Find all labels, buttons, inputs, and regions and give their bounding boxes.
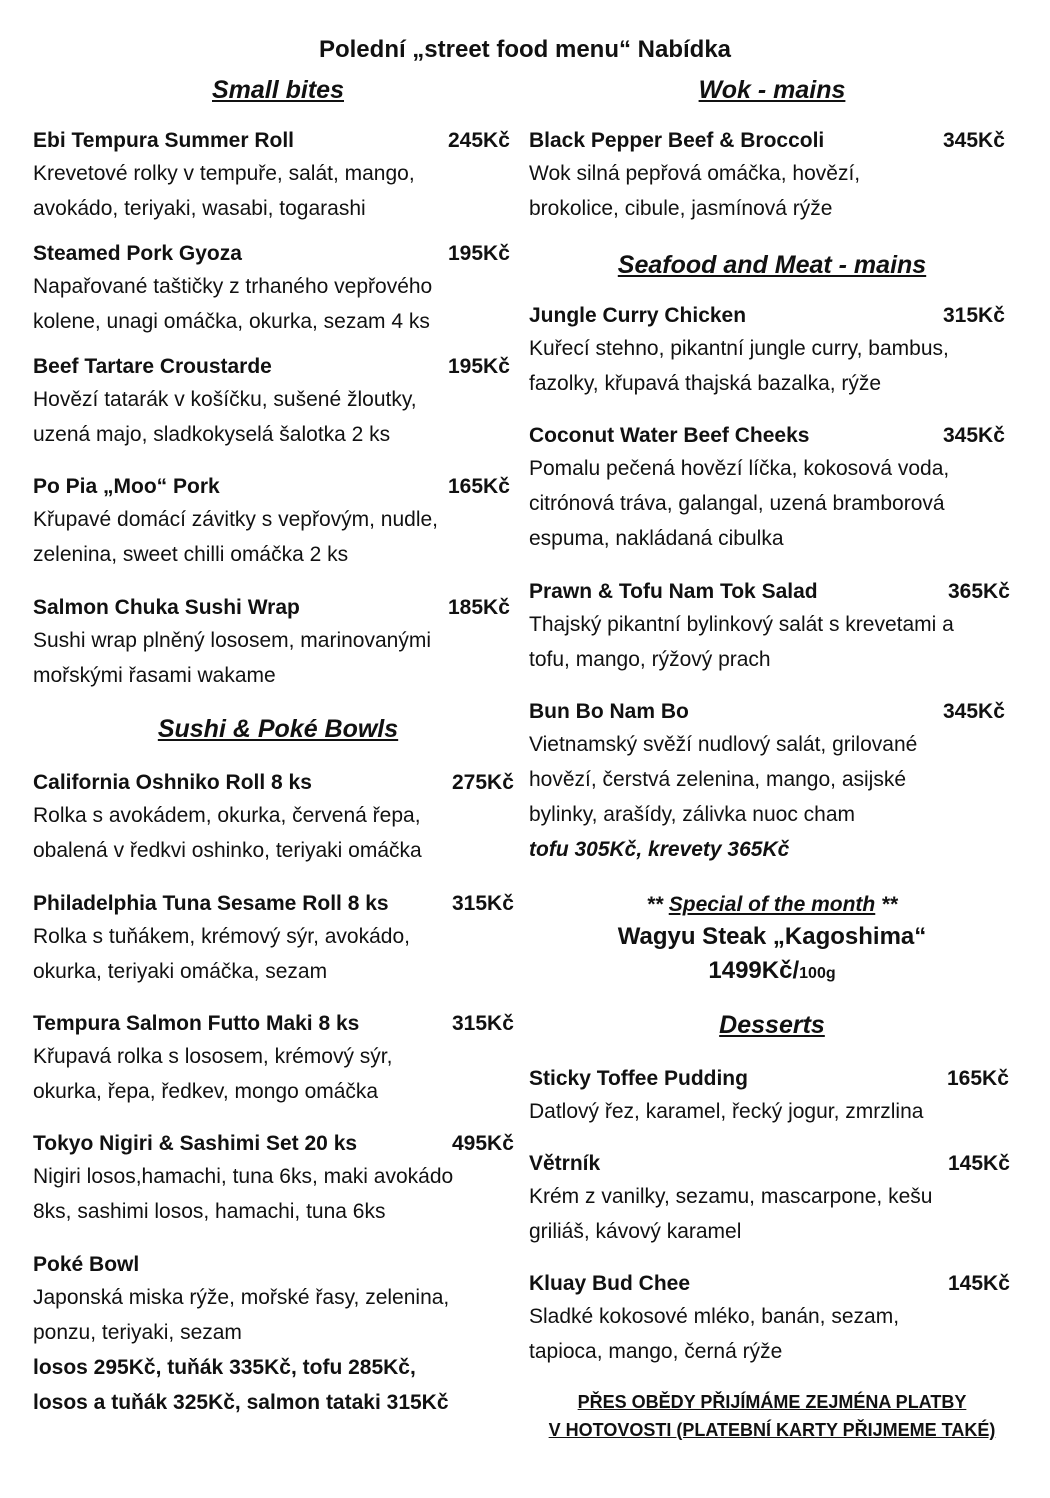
item-description: uzená majo, sladkokyselá šalotka 2 ks [33,423,391,446]
item-description: Sladké kokosové mléko, banán, sezam, [529,1305,900,1328]
special-label: Special of the month [668,893,876,916]
item-name: Philadelphia Tuna Sesame Roll 8 ks [33,892,389,915]
section-heading-desserts: Desserts [719,1011,825,1039]
item-price: 145Kč [948,1272,1010,1295]
item-name: Black Pepper Beef & Broccoli [529,129,825,152]
item-description: Wok silná pepřová omáčka, hovězí, [529,162,861,185]
item-description: Thajský pikantní bylinkový salát s krevetami a [529,613,954,636]
item-price-options: losos 295Kč, tuňák 335Kč, tofu 285Kč, [33,1356,416,1379]
item-description: hovězí, čerstvá zelenina, mango, asijské [529,768,907,791]
menu-item [33,472,523,572]
payment-note-line: V HOTOVOSTI (PLATEBNÍ KARTY PŘIJMEME TAKÉ) [548,1420,996,1440]
item-price: 345Kč [943,129,1005,152]
item-description: Rolka s avokádem, okurka, červená řepa, [33,804,421,827]
item-description: Datlový řez, karamel, řecký jogur, zmrzlina [529,1100,924,1123]
item-description: okurka, teriyaki omáčka, sezam [33,960,328,983]
menu-item [33,239,523,339]
item-price: 245Kč [448,129,510,152]
item-name: Coconut Water Beef Cheeks [529,424,810,447]
menu-item [529,126,1015,226]
item-description: brokolice, cibule, jasmínová rýže [529,197,833,220]
item-description: okurka, řepa, ředkev, mongo omáčka [33,1080,379,1103]
item-description: Rolka s tuňákem, krémový sýr, avokádo, [33,925,410,948]
menu-item [33,889,523,989]
item-price: 345Kč [943,700,1005,723]
menu-item [33,352,523,452]
item-price: 195Kč [448,242,510,265]
item-price: 145Kč [948,1152,1010,1175]
item-description: citrónová tráva, galangal, uzená bramborová [529,492,945,515]
item-name: Sticky Toffee Pudding [529,1067,748,1090]
item-price-options: tofu 305Kč, krevety 365Kč [529,838,790,861]
item-description: Křupavé domácí závitky s vepřovým, nudle, [33,508,439,531]
menu-item [529,301,1015,401]
item-price: 315Kč [452,1012,514,1035]
item-description: tofu, mango, rýžový prach [529,648,771,671]
item-name: Beef Tartare Croustarde [33,355,272,378]
menu-item [33,1009,523,1109]
item-name: Ebi Tempura Summer Roll [33,129,294,152]
menu-item [33,1250,523,1420]
item-name: Prawn & Tofu Nam Tok Salad [529,580,818,603]
section-heading-seafood: Seafood and Meat - mains [617,251,927,279]
item-price-options: losos a tuňák 325Kč, salmon tataki 315Kč [33,1391,449,1414]
item-description: Pomalu pečená hovězí líčka, kokosová voda, [529,457,950,480]
item-price: 495Kč [452,1132,514,1155]
special-name: Wagyu Steak „Kagoshima“ [617,923,927,950]
item-name: Poké Bowl [33,1253,140,1276]
item-description: Krém z vanilky, sezamu, mascarpone, kešu [529,1185,933,1208]
item-description: bylinky, arašídy, zálivka nuoc cham [529,803,856,826]
menu-item [529,577,1015,677]
item-description: Hovězí tatarák v košíčku, sušené žloutky, [33,388,417,411]
item-name: Větrník [529,1152,601,1175]
item-name: California Oshniko Roll 8 ks [33,771,312,794]
section-heading-sushi: Sushi & Poké Bowls [157,715,399,743]
item-name: Bun Bo Nam Bo [529,700,689,723]
item-name: Po Pia „Moo“ Pork [33,475,220,498]
menu-item [529,1269,1015,1369]
item-description: tapioca, mango, černá rýže [529,1340,783,1363]
section-heading-small-bites: Small bites [212,76,344,104]
menu-item [529,421,1015,556]
item-price: 365Kč [948,580,1010,603]
item-description: 8ks, sashimi losos, hamachi, tuna 6ks [33,1200,386,1223]
item-description: ponzu, teriyaki, sezam [33,1321,242,1344]
item-price: 315Kč [943,304,1005,327]
item-price: 275Kč [452,771,514,794]
menu-item [33,593,523,693]
item-price: 195Kč [448,355,510,378]
item-name: Steamed Pork Gyoza [33,242,242,265]
special-price: 1499Kč/ [708,957,800,984]
item-description: Napařované taštičky z trhaného vepřového [33,275,433,298]
item-description: Sushi wrap plněný lososem, marinovanými [33,629,432,652]
payment-note-line: PŘES OBĚDY PŘIJÍMÁME ZEJMÉNA PLATBY [577,1392,967,1412]
special-stars: ** [881,893,898,916]
item-description: Nigiri losos,hamachi, tuna 6ks, maki avokádo [33,1165,454,1188]
special-of-month [529,890,1015,991]
section-heading-wok: Wok - mains [698,76,846,104]
menu-item [33,1129,523,1229]
item-description: Kuřecí stehno, pikantní jungle curry, bambus, [529,337,949,360]
item-description: Křupavá rolka s lososem, krémový sýr, [33,1045,393,1068]
menu-item [529,1064,1015,1129]
item-price: 165Kč [448,475,510,498]
item-description: Japonská miska rýže, mořské řasy, zelenina, [33,1286,450,1309]
item-description: fazolky, křupavá thajská bazalka, rýže [529,372,882,395]
special-stars: ** [646,893,663,916]
item-price: 165Kč [947,1067,1009,1090]
item-price: 185Kč [448,596,510,619]
item-name: Tempura Salmon Futto Maki 8 ks [33,1012,360,1035]
item-price: 345Kč [943,424,1005,447]
item-name: Salmon Chuka Sushi Wrap [33,596,300,619]
item-name: Tokyo Nigiri & Sashimi Set 20 ks [33,1132,358,1155]
item-description: avokádo, teriyaki, wasabi, togarashi [33,197,366,220]
item-description: mořskými řasami wakame [33,664,276,687]
payment-note [529,1388,1015,1444]
menu-item [529,1149,1015,1249]
item-description: obalená v ředkvi oshinko, teriyaki omáčka [33,839,422,862]
item-name: Kluay Bud Chee [529,1272,691,1295]
item-description: zelenina, sweet chilli omáčka 2 ks [33,543,349,566]
item-name: Jungle Curry Chicken [529,304,747,327]
menu-item [33,126,523,226]
item-description: kolene, unagi omáčka, okurka, sezam 4 ks [33,310,430,333]
item-description: Krevetové rolky v tempuře, salát, mango, [33,162,415,185]
item-description: espuma, nakládaná cibulka [529,527,784,550]
item-price: 315Kč [452,892,514,915]
item-description: griliáš, kávový karamel [529,1220,742,1243]
menu-item [529,697,1015,867]
page-title: Polední „street food menu“ Nabídka [318,36,732,63]
item-description: Vietnamský svěží nudlový salát, grilované [529,733,918,756]
menu-item [33,768,523,868]
special-unit: 100g [799,965,836,982]
